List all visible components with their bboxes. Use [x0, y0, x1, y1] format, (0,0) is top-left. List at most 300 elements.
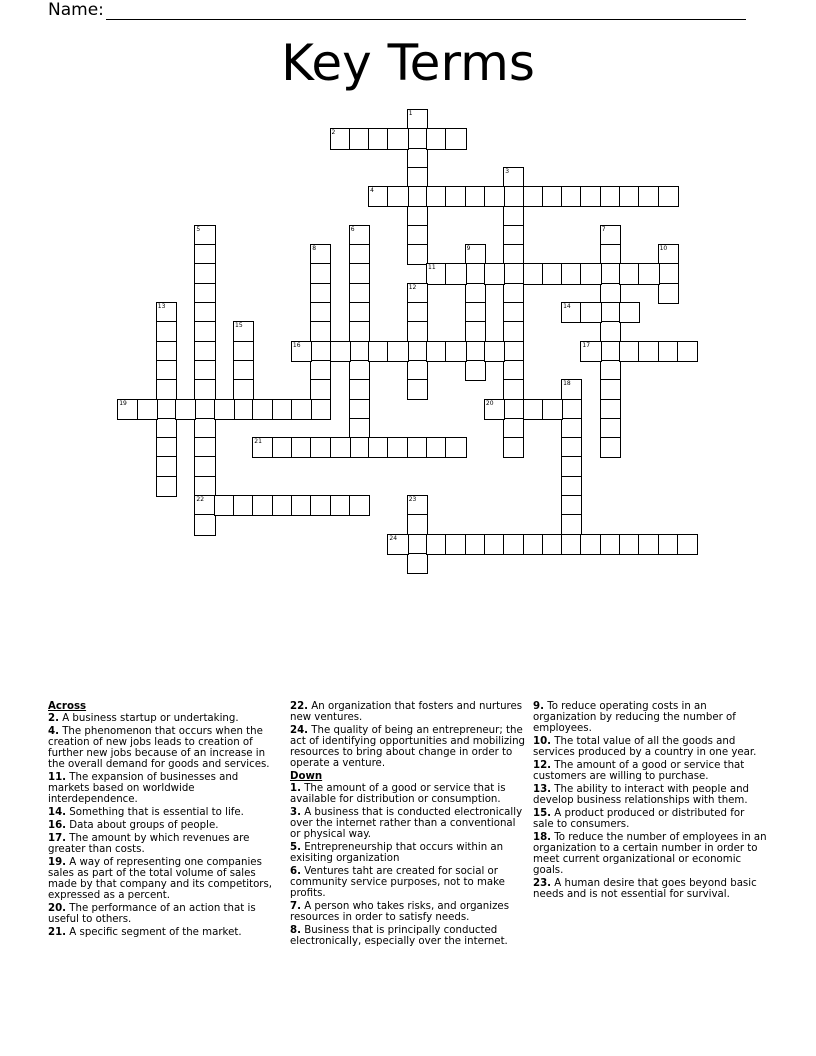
grid-cell[interactable]	[503, 244, 524, 265]
grid-cell[interactable]	[484, 341, 505, 362]
grid-cell[interactable]	[484, 399, 505, 420]
grid-cell[interactable]	[233, 495, 254, 516]
clue-number: 15	[235, 322, 243, 330]
grid-cell[interactable]	[426, 128, 447, 149]
clue-text: A specific segment of the market.	[66, 927, 242, 938]
grid-cell[interactable]	[137, 399, 158, 420]
grid-cell[interactable]	[426, 437, 447, 458]
grid-cell[interactable]	[291, 341, 312, 362]
clue	[48, 772, 273, 805]
grid-cell[interactable]	[194, 321, 215, 342]
grid-cell[interactable]	[407, 206, 428, 227]
clue-text: An organization that fosters and nurtures new ventures.	[290, 701, 523, 723]
grid-cell[interactable]	[156, 456, 177, 477]
grid-cell[interactable]	[658, 186, 679, 207]
clue-section-heading: Down	[290, 771, 323, 782]
grid-cell[interactable]	[600, 418, 621, 439]
clue-text: Ventures taht are created for social or community service purposes, not to make profits.	[290, 866, 505, 899]
grid-cell[interactable]	[561, 534, 582, 555]
grid-cell[interactable]	[561, 263, 582, 284]
grid-cell[interactable]	[407, 553, 428, 574]
clue	[290, 842, 526, 864]
grid-cell[interactable]	[349, 302, 370, 323]
grid-cell[interactable]	[349, 225, 370, 246]
clue	[533, 878, 767, 900]
clue-number-label: 12.	[533, 760, 552, 771]
clue	[290, 866, 526, 899]
grid-cell[interactable]	[194, 456, 215, 477]
grid-cell[interactable]	[330, 128, 351, 149]
clue-text: A way of representing one companies sales as part of the total volume of sales made by that company and its competitors, expressed as a percent.	[48, 857, 273, 901]
grid-cell[interactable]	[349, 495, 370, 516]
clue-text: A product produced or distributed for sale to consumers.	[533, 808, 745, 830]
grid-cell[interactable]	[580, 302, 601, 323]
down-clues-column	[533, 701, 767, 902]
grid-cell[interactable]	[503, 534, 524, 555]
grid-cell[interactable]	[310, 379, 331, 400]
clue-number-label: 8.	[290, 925, 301, 936]
grid-cell[interactable]	[465, 244, 486, 265]
grid-cell[interactable]	[407, 109, 428, 130]
grid-cell[interactable]	[407, 321, 428, 342]
clue-text: Data about groups of people.	[66, 820, 219, 831]
grid-cell[interactable]	[445, 341, 466, 362]
grid-cell[interactable]	[638, 341, 659, 362]
clue-number: 10	[659, 245, 668, 253]
across-clues-column	[48, 701, 273, 940]
grid-cell[interactable]	[387, 437, 408, 458]
grid-cell[interactable]	[465, 302, 486, 323]
clue-text: The total value of all the goods and services produced by a country in one year.	[533, 736, 757, 758]
grid-cell[interactable]	[387, 341, 408, 362]
grid-cell[interactable]	[580, 186, 601, 207]
clue-text: The phenomenon that occurs when the creation of new jobs leads to creation of further new jobs because of an increase in the overall demand for goods and services.	[48, 726, 270, 770]
grid-cell[interactable]	[272, 399, 293, 420]
grid-cell[interactable]	[445, 534, 466, 555]
grid-cell[interactable]	[580, 534, 601, 555]
clue	[48, 833, 273, 855]
grid-cell[interactable]	[503, 379, 524, 400]
grid-cell[interactable]	[407, 379, 428, 400]
clue-number-label: 13.	[533, 784, 552, 795]
clue-text: Something that is essential to life.	[66, 807, 244, 818]
grid-cell[interactable]	[407, 283, 428, 304]
grid-cell[interactable]	[117, 399, 138, 420]
grid-cell[interactable]	[407, 128, 428, 149]
grid-cell[interactable]	[561, 418, 582, 439]
grid-cell[interactable]	[600, 244, 621, 265]
clue-number-label: 3.	[290, 807, 301, 818]
grid-cell[interactable]	[445, 128, 466, 149]
grid-cell[interactable]	[349, 263, 370, 284]
grid-cell[interactable]	[503, 321, 524, 342]
grid-cell[interactable]	[252, 437, 273, 458]
grid-cell[interactable]	[407, 302, 428, 323]
clue-number: 9	[466, 245, 471, 253]
grid-cell[interactable]	[349, 437, 370, 458]
clue-number-label: 16.	[48, 820, 67, 831]
grid-cell[interactable]	[310, 341, 331, 362]
grid-cell[interactable]	[407, 495, 428, 516]
grid-cell[interactable]	[194, 514, 215, 535]
grid-cell[interactable]	[175, 399, 196, 420]
clue-section-heading: Across	[48, 701, 87, 712]
clue-number: 7	[601, 225, 606, 233]
grid-cell[interactable]	[658, 283, 679, 304]
grid-cell[interactable]	[252, 399, 273, 420]
grid-cell[interactable]	[561, 186, 582, 207]
grid-cell[interactable]	[214, 495, 235, 516]
clue	[290, 701, 526, 723]
grid-cell[interactable]	[619, 534, 640, 555]
grid-cell[interactable]	[503, 167, 524, 188]
grid-cell[interactable]	[310, 495, 331, 516]
grid-cell[interactable]	[291, 437, 312, 458]
clues-column-middle	[290, 701, 526, 949]
grid-cell[interactable]	[407, 534, 428, 555]
grid-cell[interactable]	[465, 263, 486, 284]
grid-cell[interactable]	[194, 360, 215, 381]
clue	[533, 808, 767, 830]
clue-number: 11	[428, 264, 436, 272]
grid-cell[interactable]	[523, 399, 544, 420]
grid-cell[interactable]	[310, 302, 331, 323]
clue-number: 4	[370, 187, 374, 195]
clue-number-label: 7.	[290, 901, 301, 912]
grid-cell[interactable]	[503, 186, 524, 207]
clue-number: 17	[582, 341, 591, 349]
grid-cell[interactable]	[291, 399, 312, 420]
grid-cell[interactable]	[194, 495, 215, 516]
grid-cell[interactable]	[465, 360, 486, 381]
clue-number: 19	[119, 399, 127, 407]
grid-cell[interactable]	[677, 341, 698, 362]
grid-cell[interactable]	[600, 225, 621, 246]
grid-cell[interactable]	[349, 283, 370, 304]
grid-cell[interactable]	[542, 399, 563, 420]
grid-cell[interactable]	[484, 534, 505, 555]
grid-cell[interactable]	[465, 341, 486, 362]
grid-cell[interactable]	[349, 399, 370, 420]
grid-cell[interactable]	[600, 399, 621, 420]
grid-cell[interactable]	[465, 321, 486, 342]
grid-cell[interactable]	[619, 341, 640, 362]
grid-cell[interactable]	[445, 263, 466, 284]
grid-cell[interactable]	[600, 302, 621, 323]
clue	[533, 736, 767, 758]
clue-text: Entrepreneurship that occurs within an exisiting organization	[290, 842, 504, 864]
grid-cell[interactable]	[156, 379, 177, 400]
grid-cell[interactable]	[194, 437, 215, 458]
grid-cell[interactable]	[233, 360, 254, 381]
grid-cell[interactable]	[310, 360, 331, 381]
grid-cell[interactable]	[368, 128, 389, 149]
grid-cell[interactable]	[561, 476, 582, 497]
clue-number-label: 24.	[290, 725, 309, 736]
grid-cell[interactable]	[503, 206, 524, 227]
grid-cell[interactable]	[561, 514, 582, 535]
grid-cell[interactable]	[445, 186, 466, 207]
grid-cell[interactable]	[619, 302, 640, 323]
grid-cell[interactable]	[214, 399, 235, 420]
clue-number: 1	[408, 110, 413, 117]
clue-text: A business startup or undertaking.	[58, 713, 239, 724]
grid-cell[interactable]	[233, 321, 254, 342]
clue-number: 14	[563, 303, 571, 310]
grid-cell[interactable]	[194, 244, 215, 265]
grid-cell[interactable]	[580, 263, 601, 284]
clue-number-label: 23.	[533, 878, 552, 889]
clue-number-label: 11.	[48, 772, 67, 783]
grid-cell[interactable]	[252, 495, 273, 516]
grid-cell[interactable]	[156, 302, 177, 323]
grid-cell[interactable]	[156, 437, 177, 458]
grid-cell[interactable]	[194, 418, 215, 439]
clue-number-label: 17.	[48, 833, 67, 844]
grid-cell[interactable]	[542, 186, 563, 207]
grid-cell[interactable]	[561, 399, 582, 420]
grid-cell[interactable]	[407, 167, 428, 188]
clue	[290, 901, 526, 923]
grid-cell[interactable]	[465, 186, 486, 207]
clue-text: To reduce operating costs in an organization by reducing the number of employees.	[533, 701, 736, 734]
clue	[290, 807, 526, 840]
grid-cell[interactable]	[561, 437, 582, 458]
grid-cell[interactable]	[677, 534, 698, 555]
clue-text: The amount of a good or service that customers are willing to purchase.	[533, 760, 745, 782]
clue-number-label: 22.	[290, 701, 309, 712]
clue-number-label: 20.	[48, 903, 67, 914]
clue-number: 12	[408, 283, 417, 291]
grid-cell[interactable]	[194, 399, 215, 420]
grid-cell[interactable]	[426, 341, 447, 362]
grid-cell[interactable]	[638, 534, 659, 555]
grid-cell[interactable]	[156, 321, 177, 342]
grid-cell[interactable]	[600, 534, 621, 555]
grid-cell[interactable]	[310, 321, 331, 342]
clue-number: 8	[312, 245, 317, 253]
grid-cell[interactable]	[426, 534, 447, 555]
grid-cell[interactable]	[407, 341, 428, 362]
grid-cell[interactable]	[600, 321, 621, 342]
grid-cell[interactable]	[503, 360, 524, 381]
grid-cell[interactable]	[387, 128, 408, 149]
grid-cell[interactable]	[503, 302, 524, 323]
grid-cell[interactable]	[484, 186, 505, 207]
grid-cell[interactable]	[658, 534, 679, 555]
clue	[48, 857, 273, 901]
clue-text: The ability to interact with people and develop business relationships with them.	[533, 784, 750, 806]
grid-cell[interactable]	[407, 514, 428, 535]
grid-cell[interactable]	[349, 321, 370, 342]
clue	[48, 820, 273, 831]
grid-cell[interactable]	[387, 186, 408, 207]
clue	[48, 713, 273, 724]
grid-cell[interactable]	[194, 476, 215, 497]
clue-number: 6	[350, 225, 355, 233]
grid-cell[interactable]	[542, 534, 563, 555]
clue	[290, 783, 526, 805]
grid-cell[interactable]	[407, 244, 428, 265]
grid-cell[interactable]	[503, 263, 524, 284]
clue-text: To reduce the number of employees in an organization to a certain number in order to meet current organizational or economic goals.	[533, 832, 767, 876]
grid-cell[interactable]	[600, 360, 621, 381]
grid-cell[interactable]	[426, 263, 447, 284]
grid-cell[interactable]	[349, 418, 370, 439]
grid-cell[interactable]	[310, 244, 331, 265]
grid-cell[interactable]	[194, 263, 215, 284]
clue-text: Business that is principally conducted electronically, especially over the internet.	[290, 925, 508, 947]
grid-cell[interactable]	[503, 437, 524, 458]
grid-cell[interactable]	[368, 186, 389, 207]
grid-cell[interactable]	[561, 456, 582, 477]
clue-text: The amount of a good or service that is available for distribution or consumption.	[290, 783, 506, 805]
grid-cell[interactable]	[387, 534, 408, 555]
grid-cell[interactable]	[658, 263, 679, 284]
grid-cell[interactable]	[561, 379, 582, 400]
grid-cell[interactable]	[310, 437, 331, 458]
grid-cell[interactable]	[638, 186, 659, 207]
grid-cell[interactable]	[407, 437, 428, 458]
grid-cell[interactable]	[619, 186, 640, 207]
clue-number: 21	[254, 438, 262, 446]
grid-cell[interactable]	[194, 225, 215, 246]
clue-number-label: 14.	[48, 807, 67, 818]
clue-number-label: 21.	[48, 927, 67, 938]
grid-cell[interactable]	[407, 225, 428, 246]
grid-cell[interactable]	[600, 283, 621, 304]
clue-number: 20	[485, 399, 494, 407]
clue-number: 23	[408, 496, 417, 503]
clue	[533, 784, 767, 806]
clue-text: The quality of being an entrepreneur; the act of identifying opportunities and mobilizing resources to bring about change in order to operate a venture.	[290, 725, 525, 769]
grid-cell[interactable]	[619, 263, 640, 284]
clue-number-label: 2.	[48, 713, 59, 724]
grid-cell[interactable]	[503, 225, 524, 246]
grid-cell[interactable]	[658, 244, 679, 265]
grid-cell[interactable]	[407, 148, 428, 169]
clue-number-label: 9.	[533, 701, 544, 712]
grid-cell[interactable]	[272, 437, 293, 458]
grid-cell[interactable]	[542, 263, 563, 284]
clue-text: The amount by which revenues are greater than costs.	[48, 833, 250, 855]
grid-cell[interactable]	[194, 341, 215, 362]
grid-cell[interactable]	[156, 399, 177, 420]
grid-cell[interactable]	[349, 128, 370, 149]
grid-cell[interactable]	[484, 263, 505, 284]
grid-cell[interactable]	[445, 437, 466, 458]
grid-cell[interactable]	[523, 186, 544, 207]
clue-number: 13	[157, 303, 166, 310]
clue	[533, 832, 767, 876]
grid-cell[interactable]	[233, 399, 254, 420]
clue	[48, 903, 273, 925]
grid-cell[interactable]	[523, 263, 544, 284]
grid-cell[interactable]	[503, 283, 524, 304]
grid-cell[interactable]	[330, 341, 351, 362]
grid-cell[interactable]	[580, 341, 601, 362]
grid-cell[interactable]	[426, 186, 447, 207]
grid-cell[interactable]	[600, 263, 621, 284]
grid-cell[interactable]	[368, 437, 389, 458]
name-label: Name:	[48, 0, 104, 20]
grid-cell[interactable]	[349, 341, 370, 362]
grid-cell[interactable]	[503, 399, 524, 420]
grid-cell[interactable]	[291, 495, 312, 516]
grid-cell[interactable]	[600, 379, 621, 400]
clue-text: The performance of an action that is useful to others.	[48, 903, 256, 925]
clue	[533, 760, 767, 782]
grid-cell[interactable]	[349, 244, 370, 265]
grid-cell[interactable]	[503, 341, 524, 362]
clue-number: 24	[389, 534, 398, 542]
grid-cell[interactable]	[330, 437, 351, 458]
grid-cell[interactable]	[407, 360, 428, 381]
clue-number-label: 18.	[533, 832, 552, 843]
clue-text: A human desire that goes beyond basic needs and is not essential for survival.	[533, 878, 757, 900]
clue-number-label: 15.	[533, 808, 552, 819]
page-title: Key Terms	[281, 34, 535, 92]
grid-cell[interactable]	[156, 476, 177, 497]
clue	[290, 725, 526, 769]
clue-number: 18	[563, 380, 571, 388]
grid-cell[interactable]	[600, 186, 621, 207]
clue-number: 22	[196, 496, 205, 503]
clue-text: The expansion of businesses and markets based on worldwide interdependence.	[48, 772, 239, 805]
grid-cell[interactable]	[194, 302, 215, 323]
grid-cell[interactable]	[233, 379, 254, 400]
grid-cell[interactable]	[407, 186, 428, 207]
grid-cell[interactable]	[156, 418, 177, 439]
grid-cell[interactable]	[194, 283, 215, 304]
clue	[48, 726, 273, 770]
clue-number-label: 5.	[290, 842, 301, 853]
grid-cell[interactable]	[523, 534, 544, 555]
clue	[290, 925, 526, 947]
grid-cell[interactable]	[465, 534, 486, 555]
grid-cell[interactable]	[156, 360, 177, 381]
grid-cell[interactable]	[349, 360, 370, 381]
grid-cell[interactable]	[310, 263, 331, 284]
grid-cell[interactable]	[194, 379, 215, 400]
clue	[48, 807, 273, 818]
clue-number: 16	[292, 341, 301, 349]
grid-cell[interactable]	[330, 495, 351, 516]
clue-number-label: 10.	[533, 736, 552, 747]
grid-cell[interactable]	[503, 418, 524, 439]
clue-number-label: 6.	[290, 866, 301, 877]
clue-text: A business that is conducted electronically over the internet rather than a conventional or physical way.	[290, 807, 523, 840]
grid-cell[interactable]	[156, 341, 177, 362]
grid-cell[interactable]	[600, 437, 621, 458]
grid-cell[interactable]	[310, 283, 331, 304]
clue-number-label: 19.	[48, 857, 67, 868]
clue-number: 5	[196, 225, 201, 233]
grid-cell[interactable]	[658, 341, 679, 362]
grid-cell[interactable]	[561, 302, 582, 323]
clue-text: A person who takes risks, and organizes resources in order to satisfy needs.	[290, 901, 509, 923]
grid-cell[interactable]	[272, 495, 293, 516]
grid-cell[interactable]	[600, 341, 621, 362]
grid-cell[interactable]	[349, 379, 370, 400]
grid-cell[interactable]	[638, 263, 659, 284]
grid-cell[interactable]	[465, 283, 486, 304]
grid-cell[interactable]	[233, 341, 254, 362]
grid-cell[interactable]	[561, 495, 582, 516]
clue-number-label: 1.	[290, 783, 301, 794]
grid-cell[interactable]	[310, 399, 331, 420]
grid-cell[interactable]	[368, 341, 389, 362]
